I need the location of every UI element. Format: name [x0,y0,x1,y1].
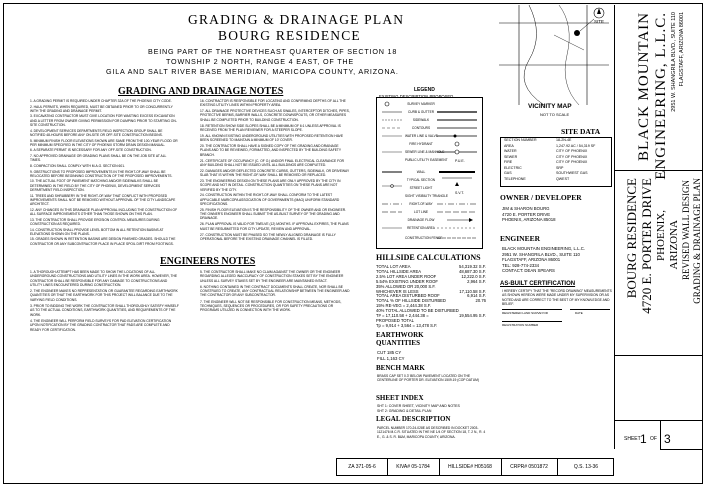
subtitle-line-1: BEING PART OF THE NORTHEAST QUARTER OF SECTION 18 [148,47,398,56]
site-data-label: SEWER [504,154,518,159]
legend-item: WALL [416,170,426,174]
legend-table [376,97,483,249]
sheet-label: SHEET [624,436,641,442]
hillside-heading: HILLSIDE CALCULATIONS [376,253,481,262]
project-address-vertical: 4720 E. PORTER DRIVE [639,178,654,314]
firm-name-line-1: BLACK MOUNTAIN [636,12,652,162]
grading-note: 11. TREES AND SHRUBBERY IN THE RIGHT-OF-WAY THAT CONFLICT WITH PROPOSED IMPROVEMENTS SHALL NOT BE REMOVED WITHOUT APPROVAL OF THE CITY LANDSCAPE ARCHITECT. [30,193,176,207]
hillside-value: 48,687.30 S.F. [458,268,486,274]
site-data-table [500,137,612,187]
grading-note: 6. A SEPARATE PERMIT IS NECESSARY FOR ANY OFF-SITE CONSTRUCTION. [30,148,152,153]
grading-note: 25. FINISH FLOOR ELEVATION IS THE RESPONSIBILITY OF THE OWNER AND OR ENGINEER. THE OWNER'S ENGINEER SHALL SUBMIT THE AS-BUILT SURVEY OF THE GRADING AND DRAINAGE. [200,207,347,221]
vicinity-map [499,5,609,105]
site-data-label: TELEPHONE [504,176,526,181]
hillside-label: 2.5% LOT AREA UNDER ROOF [376,273,437,279]
owner-line: JIM & SHARON BOURG [502,206,550,211]
engineers-note: 1. A THOROUGH ATTEMPT HAS BEEN MADE TO SHOW THE LOCATIONS OF ALL UNDERGROUND CONSTRUCTIONS AND UTILITY LINES IN THE WORK AREA. HOWEVER, THE CONTRACTOR SHALL BE RESPONSIBLE FOR ANY DAMAGE TO CONSTRUCTIONS AND UTILITY LINES ENCOUNTERED DURING CONSTRUCTION. [30,270,178,287]
site-data-value: 18-2N-4E [556,138,572,142]
grading-note: 1. A GRADING PERMIT IS REQUIRED UNDER CHAPTER 32A OF THE PHOENIX CITY CODE. [30,99,172,103]
grading-note: 8. COMPACTION SHALL COMPLY WITH M.A.G. SECTION 601. [30,163,125,168]
sheet-total: 3 [664,432,671,446]
subtitle-line-3: GILA AND SALT RIVER BASE MERIDIAN, MARICOPA COUNTY, ARIZONA. [106,67,399,76]
legend-subheading: EXISTING DESCRIPTION PROPOSED [379,94,454,99]
site-data-value: 1,247.92 AC / 54,319 SF [556,143,596,148]
grading-note: 3. EXCAVATING CONTRACTOR MUST GIVE LOCATION FOR WASTING EXCESS EXCAVATION AND A LETTER FROM OWNER GIVING PERMISSION FOR DUMPING PRIOR TO STARTING ON-SITE CONSTRUCTION. [30,114,177,128]
grading-note: 9. OBSTRUCTIONS TO PROPOSED IMPROVEMENTS IN THE RIGHT-OF-WAY SHALL BE RELOCATED BEFORE BEGINNING CONSTRUCTION OF THE PROPOSED IMPROVEMENTS. [30,169,173,178]
owner-line: PHOENIX, ARIZONA 85018 [502,217,556,222]
grading-notes-right [200,99,350,243]
hillside-label: Tp = 9,914 + 3,564 = 13,478 S.F. [376,322,438,328]
site-data-value: CITY OF PHOENIX [556,149,588,153]
project-plan-type-vertical: GRADING & DRAINAGE PLAN [692,178,702,304]
hillside-value: 2,964 S.F. [467,278,486,284]
vicinity-map-heading: VICINITY MAP [528,103,572,110]
crpr-number: CRPR# 0501872 [501,459,558,475]
sheet-index-row: SHT 1: COVER SHEET, VICINITY MAP AND NOTES [377,404,460,408]
grading-note: 22. DAMAGES AND/OR DEFLECTED CONCRETE CURBS, GUTTERS, SIDEWALK, OR DRIVEWAY SLAB THAT IS WITHIN THE RIGHT-OF-WAY SHALL BE REMOVED OR REPLACED. [200,168,350,178]
grading-note: 20. THE CONTRACTOR SHALL HAVE A SIGNED COPY OF THE GRADING AND DRAINAGE PLANS AND TO BE REVIEWED, FORMATTED, AND INSPECTED BY THE BUILDING SAFETY BRANCH. [200,144,342,157]
benchmark-text: BRASS CAP SET 0.3' BELOW PAVEMENT LOCATED ON THE CENTERLINE OF PORTER DR. ELEVATION 1509.19 (COP DATUM) [377,374,479,383]
engineer-heading: ENGINEER [500,234,541,243]
site-data-value: CITY OF PHOENIX [556,154,588,159]
engineer-info [502,246,585,274]
legend-item: SEWER LINE & MANHOLE [405,150,445,154]
legend-item: DRAINAGE FLOW [407,218,435,222]
firm-name-line-2: ENGINEERING, L.L.C. [653,12,669,180]
grading-note: 27. CONSTRUCTION MUST BE PHASED SO THE NEWLY ALIGNED DRAINAGE IS FULLY OPERATIONAL BEFORE THE EXISTING DRAINAGE CHANNEL IS FILLED. [200,232,336,241]
engineer-line: BLACK MOUNTAIN ENGINEERING, L.L.C. [502,246,586,251]
grading-note: 10. THE ACTUAL FOOT OF PAVEMENT MATCHING AND/OR SIDEWALKS SHALL BE DETERMINED IN THE FIELD BY THE CITY OF PHOENIX, DEVELOPMENT SERVICES DEPARTMENT FIELD INSPECTION. [30,179,161,193]
engineer-line: CONTACT: DEAN SPEARS [502,268,555,273]
site-data-label: WATER [504,149,517,153]
legend-item: WATER LINE & VALVE [405,134,438,138]
earthwork-quantities [377,350,405,361]
engineer-line: FLAGSTAFF, ARIZONA 86001 [502,257,561,262]
legend-item: FIRE HYDRANT [409,142,433,146]
engineers-notes-heading: ENGINEERS NOTES [160,256,256,267]
vicinity-map-scale: NOT TO SCALE [540,112,570,117]
sheet-index-heading: SHEET INDEX [376,394,424,402]
grading-note: 12. ANY CHANGES IN THIS DRAINAGE PLAN APPROVAL INCLUDING THE CONSTRUCTION OF ALL SURFACE IMPROVEMENTS OTHER THAN THOSE SHOWN ON THIS PLAN. [30,207,178,217]
legend-item: TYPICAL SECTION [406,178,436,182]
owner-info [502,206,556,223]
subtitle-line-2: TOWNSHIP 2 NORTH, RANGE 4 EAST, OF THE [166,57,355,66]
legal-heading: LEGAL DESCRIPTION [376,415,451,423]
engineers-note: 3. PRIOR TO BIDDING THE WORK THE CONTRACTOR SHALL THOROUGHLY SATISFY HIMSELF AS TO THE ACTUAL CONDITIONS, EARTHWORK QUANTITIES, AND REQUIREMENTS OF THE WORK. [30,304,179,317]
hillside-label: 35% ALLOWED OR 20,000 S.F. [376,283,436,289]
asbuilt-heading: AS-BUILT CERTIFICATION [500,281,576,287]
grading-note: 7. NO APPROVED DRAINAGE OR GRADING PLANS SHALL BE ON THE JOB SITE AT ALL TIMES. [30,154,167,163]
legend-svt-symbol: S.V.T. [455,191,465,195]
hillside-label: 5.54% EXISTING UNDER ROOF [376,278,438,284]
grading-notes-left [30,99,178,247]
hillside-label: WHICHEVER IS LESS [376,288,419,294]
sheet-of-label: OF [650,436,657,442]
site-data-row [501,177,611,183]
site-data-label: FIRE [504,160,513,164]
site-data-label: AREA [504,143,514,148]
grading-note: 4. DEVELOPMENT SERVICES DEPARTMENTS FIELD INSPECTION GROUP SHALL BE NOTIFIED 48-HOURS BEFORE ANY ON-SITE OR OFF-SITE CONSTRUCTION BEGINS. [30,128,163,137]
project-revision-vertical: REVISED WALL DESIGN [681,180,691,280]
site-data-value: QWEST [556,176,570,181]
legend-item: SURVEY MARKER [407,102,435,106]
grading-note: 17. ALL DRAINAGE PROTECTIVE DEVICES SUCH AS SWALES, INTERCEPTOR DITCHES, PIPES, PROTECTIVE BERMS, BARRIER WALLS, CONCRETE DOWNSPOUTS, OR OTHER MEASURES SHALL BE COMPLETED PRIOR TO BUILDING CONSTRUCTION. [200,109,350,122]
engineers-notes-right [200,270,352,315]
engineers-notes-left [30,270,180,334]
legend-item: LOT LINE [413,210,429,214]
hillside-number: HILLSIDE# H05168 [439,459,502,475]
site-data-label: SECTION NUMBER [504,138,537,142]
engineer-line: TEL: 928-774-2334 [502,262,540,268]
hillside-label: PROPOSED TOTAL [376,317,414,323]
grading-note: 26. PLAN APPROVAL IS VALID FOR TWELVE (12) MONTHS. IF APPROVAL EXPIRES, THE PLANS MUST BE RESUBMITTED FOR CITY UPDATE, REVIEW AND APPROVAL. [200,222,349,231]
grading-notes-heading: GRADING AND DRAINAGE NOTES [118,86,284,97]
legend-pue-symbol: P.U.E. [455,159,465,163]
legend-item: CURB & GUTTER [407,110,435,114]
legend-item: CONTOURS [411,126,431,130]
site-data-value: SOUTHWEST GAS [556,171,588,175]
hillside-value: 6,914 S.F. [467,293,486,299]
hillside-value: 20.76 [475,298,486,304]
legal-text: PARCEL NUMBER 170-24-028E AS DESCRIBED IN DOCKET 2003-1121476 M.C.R. SITUATED IN THE NE 1/4 OF SECTION 18, T. 2 N., R. 4 E., G. & S. R. B&M, MARICOPA COUNTY, ARIZONA. [377,426,486,439]
grading-note: 23. THE ENGINEERING DESIGN ON THESE PLANS ARE ONLY APPROVED BY THE CITY IN SCOPE AND NOT IN DETAIL. CONSTRUCTION QUANTITIES ON THESE PLANS ARE NOT VERIFIED BY THE CITY. [200,178,341,192]
project-title: BOURG RESIDENCE [218,28,361,43]
hillside-value: 19,554.95 S.F. [458,313,486,319]
engineers-note: 2. THE ENGINEER MAKES NO REPRESENTATION OR GUARANTEE REGARDING EARTHWORK QUANTITIES OR THAT THE EARTHWORK FOR THIS PROJECT WILL BALANCE DUE TO THE VARYING FIELD CONDITIONS. [30,289,178,302]
sheet-index-row: SHT 2: GRADING & DETAIL PLAN [377,408,432,413]
project-name-vertical: BOURG RESIDENCE [624,178,639,299]
asbuilt-text: I HEREBY CERTIFY THAT THE "RECORD DRAWING" MEASUREMENTS AS SHOWN HEREON WERE MADE UNDER MY SUPERVISION OR AS NOTED AND ARE CORRECT TO THE BEST OF MY KNOWLEDGE AND BELIEF. [502,289,612,306]
owner-line: 4720 E. PORTER DRIVE [502,211,551,217]
sheet-number: 1 [640,432,647,446]
site-data-heading: SITE DATA [561,127,601,136]
earthwork-heading: EARTHWORK QUANTITIES [376,331,424,347]
earthwork-row: FILL 1,163 CY [377,355,405,361]
asbuilt-signature-label: REGISTERED LAND SURVEYOR [502,311,548,315]
hillside-row [376,324,486,329]
grading-note: 18. RETENTION SHOW SIDE SLOPES SHALL BE A MINIMUM OF 6:1 UNLESS APPROVAL IS RECEIVED FROM THE PLAN REVIEWER FOR A STEEPER SLOPE. [200,123,341,132]
project-city-vertical: PHOENIX, [655,210,667,262]
plan-title: GRADING & DRAINAGE PLAN [188,12,405,27]
benchmark-heading: BENCH MARK [376,364,425,372]
site-marker-icon [574,30,580,36]
project-state-vertical: ARIZONA [668,220,680,270]
hillside-label: TOTAL % OF HILLSIDE DISTURBED [376,298,446,304]
hillside-label: TOTAL AREA DISTURBED ROOF [376,293,440,299]
qs-number: Q.S. 13-36 [573,464,599,470]
asbuilt-registration-label: REGISTRATION NUMBER [502,323,539,327]
grading-note: 24. CONSTRUCTION WITHIN THE RIGHT-OF-WAY SHALL CONFORM TO THE LATEST APPLICABLE MARICOPA ASSOCIATION OF GOVERNMENTS (MAG) UNIFORM STANDARD SPECIFICATIONS. [200,193,340,206]
engineer-line: 2951 W. SHANGRILA BLVD., SUITE 110 [502,251,580,257]
owner-heading: OWNER / DEVELOPER [500,193,582,202]
hillside-calculations [376,265,486,329]
grading-note: 2. HAUL PERMITS, WHEN REQUIRED, MUST BE OBTAINED PRIOR TO OR CONCURRENTLY WITH THE GRADING AND DRAINAGE PERMIT. [30,104,173,113]
hillside-value: 17,110.58 S.F. [459,288,486,294]
hillside-label: 40% TOTAL ALLOWED TO BE DISTURBED [376,308,459,314]
legend-item: RIGHT-OF-WAY [409,202,433,206]
approval-stamp-strip [336,458,614,476]
grading-note: 21. CERTIFICATE OF OCCUPANCY (C. OF O.) AND/OR FINAL ELECTRICAL CLEARANCE FOR ANY BUILDING SHALL NOT BE ISSUED UNTIL ALL BUILDINGS ARE COMPLETED. [200,158,345,167]
legend-item: RETENTION AREA [407,226,435,230]
engineers-note: 6. NOTHING CONTAINED IN THE CONTRACT DOCUMENTS SHALL CREATE, NOR SHALL BE CONSTRUED TO CREATE, ANY CONTRACTUAL RELATIONSHIP BETWEEN THE ENGINEER AND THE CONTRACTOR OR ANY SUBCONTRACTOR. [200,284,350,298]
legend-item: PUBLIC UTILITY EASEMENT [405,158,448,162]
hillside-label: TOTAL LOT AREA [376,264,411,269]
hillside-label: 15% RE-VEG = 2,444.38 S.F. [376,303,432,309]
engineers-note: 5. THE CONTRACTOR SHALL MAKE NO CLAIM AGAINST THE OWNER OR THE ENGINEER REGARDING ALLEGED INACCURACY OF CONSTRUCTION STAKES SET BY THE ENGINEER UNLESS ALL SURVEY STAKES SET BY THE ENGINEER ARE MAINTAINED INTACT. [200,270,344,283]
engineers-note: 7. THE ENGINEER WILL NOT BE RESPONSIBLE FOR CONSTRUCTION MEANS, METHODS, TECHNIQUES, SEQUENCES OR PROCEDURES, OR FOR SAFETY PRECAUTIONS OR PROGRAMS UTILIZED IN CONNECTION WITH THE WORK. [200,299,342,313]
site-data-value: CITY OF PHOENIX [556,160,588,164]
site-data-label: GAS [504,171,512,175]
grading-note: 15. GRADES SHOWN IN RETENTION BASINS ARE DESIGN FINISHED GRADES. SHOULD THE CONTRACTOR OR ANY SUBCONTRACTOR PLACE IN PLACE SPOIL DIRT FROM FOOTINGS. [30,237,176,246]
hillside-label: TOTAL HILLSIDE AREA [376,268,422,274]
grading-note: 14. CONSTRUCTION SHALL PROVIDE LEVEL BOTTOM IN ALL RETENTION BASINS AT ELEVATIONS SHOWN ON THE PLANS. [30,227,164,236]
hillside-value: 12,222.0 S.F. [461,273,486,279]
earthwork-row: CUT 185 CY [377,350,402,355]
legend-item: STREET LIGHT [409,186,433,190]
hillside-value: 54,319.32 S.F. [458,264,486,269]
kiva-number: KIVA# 05-1784 [387,459,440,475]
engineers-note: 4. THE ENGINEER WILL PERFORM FIELD SURVEYS FOR PAD ELEVATION CERTIFICATION UPON NOTIFICATION BY THE GRADING CONTRACTOR THAT PADS ARE COMPLETE AND READY FOR CERTIFICATION. [30,318,172,332]
za-number: ZA 371-05-6 [337,459,388,475]
legend-heading: LEGEND [414,87,435,93]
firm-address-line-1: 2951 W. SHANGRILA BLVD., SUITE 110 [671,12,677,112]
grading-note: 5. MINIMUM FINISH FLOOR ELEVATIONS SHOWN ARE SAME FROM THE 100-YEAR FLOOD OR PER MINIMUM SPECIFIED IN THE CITY OF PHOENIX STORM DRAIN DESIGN MANUAL. [30,138,178,147]
grading-note: 13. THE CONTRACTOR SHALL PROVIDE EROSION CONTROL MEASURES DURING CONSTRUCTION AS REQUIRED. [30,217,160,226]
hillside-label: T# = 17,110.58 + 2,444.38 = [376,313,429,319]
grading-note: 16. CONTRACTOR IS RESPONSIBLE FOR LOCATING AND CONFIRMING DEPTHS OF ALL THE EXISTING UTILITY LINES WITHIN PROPERTY AREA. [200,99,346,108]
firm-address-line-2: FLAGSTAFF, ARIZONA 86001 [679,12,685,87]
asbuilt-date-label: DATE [575,311,583,315]
vicinity-site-label: SITE [594,19,605,24]
legend-item: SIGHT VISIBILITY TRIANGLE [405,194,449,198]
legend-item: CONSTRUCTION FENCE [405,236,443,240]
sheet-index-list [377,404,489,413]
legend-item: SIDEWALK [412,118,430,122]
site-data-label: ELECTRIC [504,165,522,170]
grading-note: 19. ALL KNOWN EXISTING UNDERGROUND UTILITIES WITH PROPOSED RETENTION HAVE BEEN SCREENED TO MAINTAIN A MINIMUM OF 10' COVER. [200,133,344,143]
site-data-value: SRP [556,165,564,170]
